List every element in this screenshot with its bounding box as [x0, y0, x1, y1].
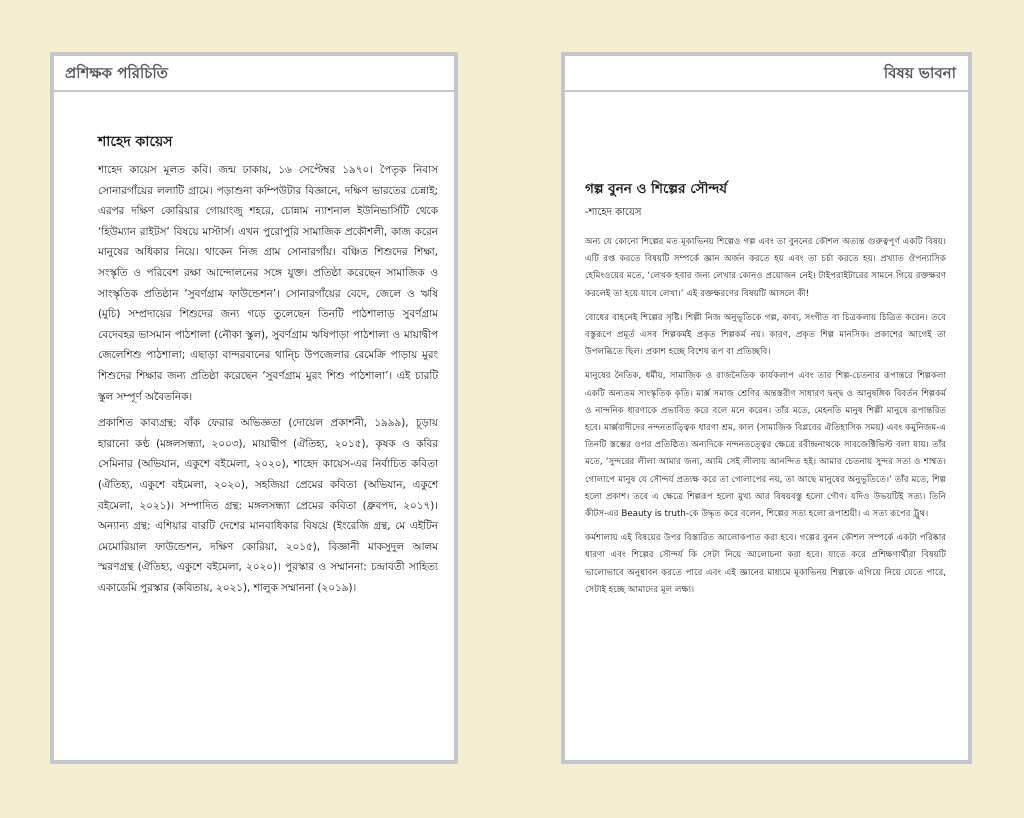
essay-paragraph-3: মানুষের নৈতিক, ধর্মীয়, সামাজিক ও রাজনৈতিক কার্যকলাপ এবং তার শিল্প-চেতনার রূপান্তরে শিল্পকলা একটি অন্যতম সাংস্কৃতিক কৃতি। মার্ক্স সমাজ শ্রেণির অন্তস্তরীণ সাধারণ দ্বন্দ্ব ও আনুষঙ্গিক বিবর্তন শিল্পকর্ম ও নান্দনিক ধারণাকে প্রভাবিত করে বলে মনে করেন। তাঁর মতে, মেহনতি মানুষ শিল্পী মানুষে রূপান্তরিত হবে। মার্ক্সবাদীদের নন্দনতাত্ত্বিক ধারণা শ্রম, কাল (সামাজিক বিপ্লবের ঐতিহাসিক সময়) এবং কমুনিজম-এ তিনটি স্তম্ভের ওপর প্রতিষ্ঠিত। অন্যদিকে নন্দনতত্ত্বের ক্ষেত্রে রবীন্দ্রনাথকে সাবজেক্টিভিস্ট বলা যায়। তাঁর মতে, ‘সুন্দরের লীলা আমার জন্য, আমি সেই লীলায় আনন্দিত হই। আমার চেতনায় সুন্দর সত্য ও শাশ্বত। গোলাপে মানুষ যে সৌন্দর্য প্রত্যক্ষ করে তা গোলাপের নয়, তা আছে মানুষের অনুভূতিতে।’ তাঁর মতে, শিল্প হলো প্রকাশ। তবে এ ক্ষেত্রে শিল্পরূপ হলো মুখ্য আর বিষয়বস্তু হলো গৌণ। যদিও উভয়টিই সত্য। তিনি কীটস-এর Beauty is truth-কে উদ্ধৃত করে বলেন, শিল্পের সত্য হলো রূপাশ্রয়ী। এ সত্য রূপের ট্রুথ।	[585, 371, 946, 520]
right-page-topic	[561, 52, 972, 764]
essay-paragraph-2: বোধের বাহনেই শিল্পের সৃষ্টি। শিল্পী নিজ অনুভূতিকে গল্প, কাব্য, সংগীত বা চিত্রকলায় চিত্রিত করেন। তবে বস্তুরূপে প্রমূর্ত এসব শিল্পকর্মই প্রকৃত শিল্পকর্ম নয়। কারণ, প্রকৃত শিল্প মানসিক। প্রকাশের আগেই তা উপলব্ধিতে ছিল। প্রকাশ হচ্ছে বিশেষ রূপ বা প্রতিচ্ছবি।	[585, 312, 946, 358]
essay	[585, 178, 946, 606]
right-page-header: বিষয় ভাবনা	[883, 64, 956, 82]
left-page-trainer-intro	[50, 52, 458, 764]
bio-paragraph-1: শাহেদ কায়েস মূলত কবি। জন্ম ঢাকায়, ১৬ সেপ্টেম্বর ১৯৭০। পৈতৃক নিবাস সোনারগাঁয়ের ললাটি গ্রামে। পড়াশুনা কম্পিউটার বিজ্ঞানে, দক্ষিণ ভারতের চেন্নাই; এরপর দক্ষিণ কোরিয়ার গোয়াংজু শহরে, চোন্নাম ন্যাশনাল ইউনিভার্সিটি থেকে ‘হিউম্যান রাইটস’ বিষয়ে মাস্টার্স। এখন পুরোপুরি সামাজিক প্রকৌশলী, কাজ করেন মানুষের অধিকার নিয়ে। থাকেন নিজ গ্রাম সোনারগাঁয়। বঞ্চিত শিশুদের শিক্ষা, সংস্কৃতি ও পরিবেশ রক্ষা আন্দোলনের সঙ্গে যুক্ত। প্রতিষ্ঠা করেছেন সামাজিক ও সাংস্কৃতিক প্রতিষ্ঠান ‘সুবর্ণগ্রাম ফাউন্ডেশন’। সোনারগাঁয়ের বেদে, জেলে ও ঋষি (মুচি) সম্প্রদায়ের শিশুদের জন্য গড়ে তুলেছেন তিনটি পাঠশালাড় সুবর্ণগ্রাম বেদেবহর ভাসমান পাঠশালা (নৌকা স্কুল), সুবর্ণগ্রাম ঋষিপাড়া পাঠশালা ও মায়াদ্বীপ জেলেশিশু পাঠশালা; এছাড়া বান্দরবানের থান্চি উপজেলার রেমেক্রি পাড়ায় মুরং শিশুদের শিক্ষার জন্য প্রতিষ্ঠা করেছেন ‘সুবর্ণগ্রাম মুরং শিশু পাঠশালা’। এই চারটি স্কুল সম্পূর্ণ অবৈতনিক।	[98, 164, 438, 403]
trainer-bio	[98, 130, 438, 604]
essay-title: গল্প বুনন ও শিল্পের সৌন্দর্য	[585, 181, 728, 197]
essay-paragraph-1: অন্য যে কোনো শিল্পের মত মূকাভিনয় শিল্পেও গল্প এবং তা বুননের কৌশল অত্যন্ত গুরুত্বপূর্ণ একটি বিষয়। এটি রপ্ত করতে বিষয়টি সম্পর্কে জ্ঞান অর্জন করতে হয় এবং তা চর্চা করতে হয়। প্রখ্যাত ঔপন্যাসিক হেমিংওয়ের মতে, ‘লেখক হবার জন্য লেখার কোনও প্রয়োজন নেই। টাইপরাইটারের সামনে গিয়ে রক্তক্ষরণ করলেই তা হয়ে যাবে লেখা।’ এই রক্তক্ষরণের বিষয়টি আসলে কী!	[585, 237, 946, 299]
essay-author: -শাহেদ কায়েস	[585, 207, 642, 218]
trainer-name: শাহেদ কায়েস	[98, 134, 173, 150]
left-header-divider	[54, 90, 454, 92]
left-page-header: প্রশিক্ষক পরিচিতি	[65, 64, 168, 82]
right-header-divider	[565, 90, 968, 92]
bio-paragraph-2: প্রকাশিত কাব্যগ্রন্থ: বাঁক ফেরার অভিজ্ঞতা (দোয়েল প্রকাশনী, ১৯৯৯), চূড়ায় হারানো কণ্ঠ (মঙ্গলসন্ধ্যা, ২০০৩), মায়াদ্বীপ (ঐতিহ্য, ২০১৫), কৃষক ও কবির সেমিনার (অভিযান, একুশে বইমেলা, ২০২০), শাহেদ কায়েস-এর নির্বাচিত কবিতা (ঐতিহ্য, একুশে বইমেলা, ২০২০), সহজিয়া প্রেমের কবিতা (অভিযান, একুশে বইমেলা, ২০২১)। সম্পাদিত গ্রন্থ: মঙ্গলসন্ধ্যা প্রেমের কবিতা (ধ্রুবপদ, ২০১৭)। অন্যান্য গ্রন্থ: এশিয়ার বারটি দেশের মানবাধিকার বিষয়ে (ইংরেজি গ্রন্থ, মে এইটিন মেমোরিয়াল ফাউন্ডেশন, দক্ষিণ কোরিয়া, ২০১৫), বিজ্ঞানী মাকসুদুল আলম স্মরণগ্রন্থ (ঐতিহ্য, একুশে বইমেলা, ২০২০)। পুরস্কার ও সম্মাননা: চন্দ্রাবতী সাহিত্য একাডেমি পুরস্কার (কবিতায়, ২০২১), শালুক সম্মাননা (২০১৯)।	[98, 417, 438, 594]
essay-paragraph-4: কর্মশালায় এই বিষয়ের উপর বিস্তারিত আলোকপাত করা হবে। গল্পের বুনন কৌশল সম্পর্কে একটা পরিষ্কার ধারণা এবং শিল্পের সৌন্দর্য কি সেটা নিয়ে আলোচনা করা হবে। যাতে করে প্রশিক্ষণার্থীরা বিষয়টি ভালোভাবে অনুধাবন করতে পারে এবং এই জ্ঞানের মাধ্যমে মূকাভিনয় শিল্পকে এগিয়ে নিয়ে যেতে পারে, সেটাই হচ্ছে আমাদের মূল লক্ষ্য।	[585, 533, 946, 595]
